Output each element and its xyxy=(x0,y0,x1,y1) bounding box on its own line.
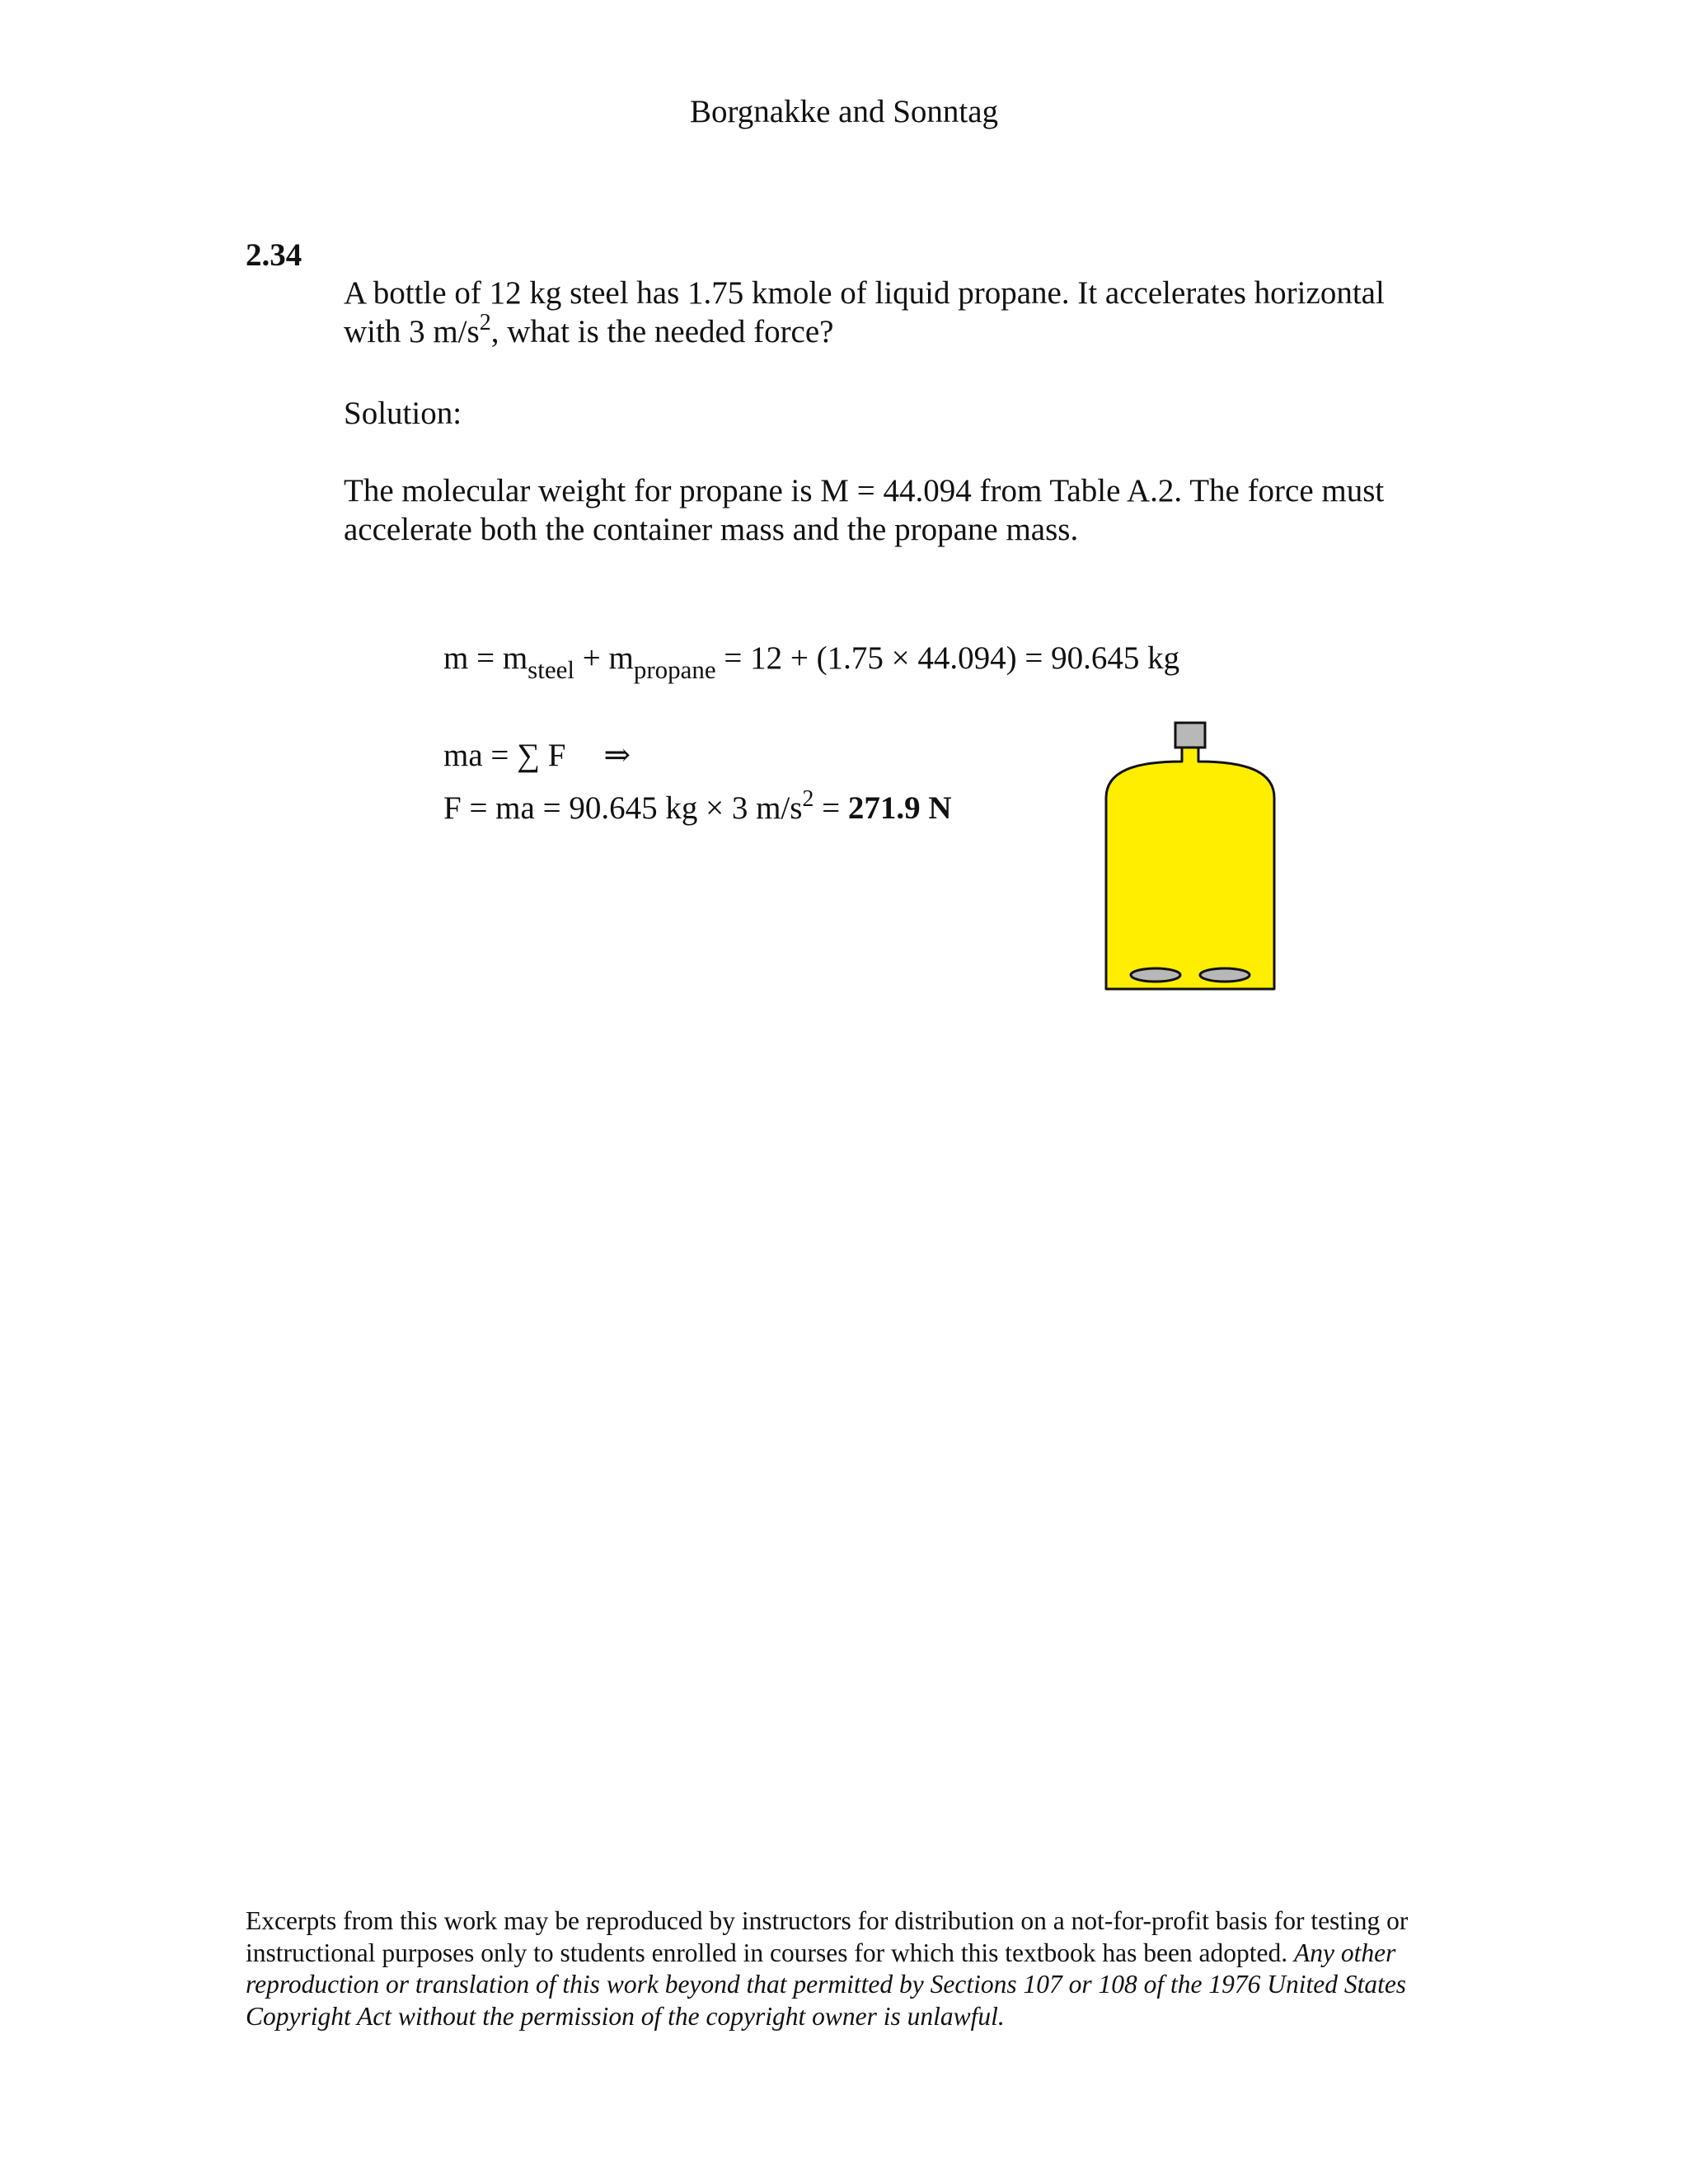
eq-text: + m xyxy=(574,640,634,676)
bottle-valve xyxy=(1175,723,1205,748)
eq-text: = xyxy=(814,790,848,826)
eq-exponent: 2 xyxy=(802,786,814,812)
statement-exponent: 2 xyxy=(479,310,491,335)
force-result: 271.9 N xyxy=(847,790,952,826)
statement-text-end: , what is the needed force? xyxy=(490,314,834,349)
solution-explanation: The molecular weight for propane is M = 44.094 from Table A.2. The force must accelerate both the container mass and the propane mass. xyxy=(344,473,1385,547)
eq-text: = 12 + (1.75 × 44.094) = 90.645 kg xyxy=(715,640,1180,676)
eq-text: ma = ∑ F xyxy=(443,738,566,773)
bottle-body xyxy=(1106,748,1274,989)
eq-text: m = m xyxy=(443,640,528,676)
implies-arrow-icon: ⇒ xyxy=(603,738,631,773)
copyright-text: Excerpts from this work may be reproduced by instructors for distribution on a not-for-profit basis for testing or instructional purposes only to students enrolled in courses for which this textbook has been adopted. xyxy=(246,1906,1409,1967)
eq-subscript-steel: steel xyxy=(528,655,574,684)
bottle-foot-right xyxy=(1200,968,1250,982)
mass-equation xyxy=(443,640,1180,684)
problem-number: 2.34 xyxy=(246,237,302,273)
eq-text: F = ma = 90.645 kg × 3 m/s xyxy=(443,790,803,826)
problem-statement xyxy=(344,274,1481,351)
newton-law-equation xyxy=(443,737,631,774)
solution-label: Solution: xyxy=(344,396,462,431)
copyright-text-italic: Any other reproduction or translation of this work beyond that permitted by Sections 107 or 108 of the 1976 United States Copyright Act without the permission of the copyright owner is unlawful. xyxy=(246,1938,1407,2031)
problem-statement-line1: A bottle of 12 kg steel has 1.75 kmole of liquid propane. It accelerates horizontal xyxy=(344,275,1385,311)
problem-statement-line2 xyxy=(344,312,1481,351)
eq-subscript-propane: propane xyxy=(633,655,716,684)
copyright-notice xyxy=(246,1905,1457,2032)
page-header-title: Borgnakke and Sonntag xyxy=(689,94,999,129)
propane-bottle-illustration xyxy=(1096,719,1286,999)
statement-text: with 3 m/s xyxy=(344,314,480,349)
force-equation xyxy=(443,786,952,827)
bottle-foot-left xyxy=(1131,968,1180,982)
